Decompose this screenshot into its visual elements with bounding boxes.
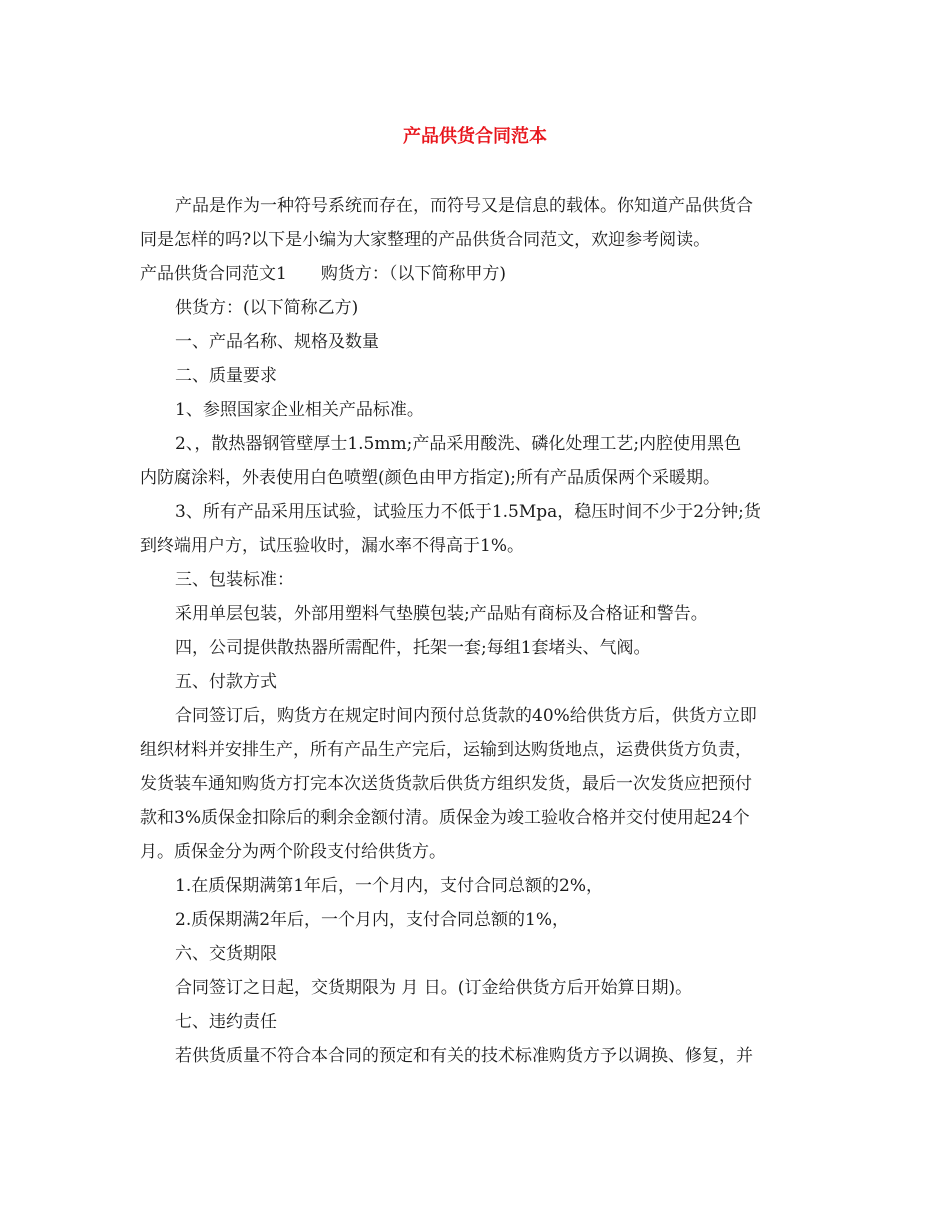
section-heading: 五、付款方式 <box>175 672 277 692</box>
section-heading: 二、质量要求 <box>175 366 277 386</box>
paragraph-line: 发货装车通知购货方打完本次送货货款后供货方组织发货，最后一次发货应把预付 <box>140 774 752 794</box>
paragraph-line: 组织材料并安排生产，所有产品生产完后，运输到达购货地点，运费供货方负责， <box>140 740 752 760</box>
paragraph-line: 2.质保期满2年后，一个月内，支付合同总额的1%， <box>175 910 570 930</box>
paragraph-line: 若供货质量不符合本合同的预定和有关的技术标准购货方予以调换、修复，并 <box>175 1046 753 1066</box>
paragraph-line: 月。质保金分为两个阶段支付给供货方。 <box>140 842 446 862</box>
document-body <box>140 189 820 1073</box>
paragraph-line: 合同签订后，购货方在规定时间内预付总货款的40%给供货方后，供货方立即 <box>175 706 757 726</box>
paragraph-line: 四，公司提供散热器所需配件，托架一套;每组1套堵头、气阀。 <box>175 638 651 658</box>
section-heading: 六、交货期限 <box>175 944 277 964</box>
paragraph-line: 1.在质保期满第1年后，一个月内，支付合同总额的2%， <box>175 876 604 896</box>
section-heading: 一、产品名称、规格及数量 <box>175 332 379 352</box>
paragraph-line: 1、参照国家企业相关产品标准。 <box>175 400 424 420</box>
paragraph-line: 到终端用户方，试压验收时，漏水率不得高于1%。 <box>140 536 524 556</box>
paragraph-line: 产品是作为一种符号系统而存在，而符号又是信息的载体。你知道产品供货合 <box>175 196 753 216</box>
section-heading: 三、包装标准： <box>175 570 294 590</box>
paragraph-line: 同是怎样的吗?以下是小编为大家整理的产品供货合同范文，欢迎参考阅读。 <box>140 230 711 250</box>
paragraph-line: 2、，散热器钢管壁厚士1.5mm;产品采用酸洗、磷化处理工艺;内腔使用黑色 <box>175 434 742 454</box>
paragraph-line: 款和3%质保金扣除后的剩余金额付清。质保金为竣工验收合格并交付使用起24个 <box>140 808 750 828</box>
section-heading: 七、违约责任 <box>175 1012 277 1032</box>
paragraph-line: 采用单层包装，外部用塑料气垫膜包装;产品贴有商标及合格证和警告。 <box>175 604 708 624</box>
page-title: 产品供货合同范本 <box>403 126 547 147</box>
buyer-label: 购货方：（以下简称甲方) <box>320 264 506 284</box>
paragraph-line: 内防腐涂料，外表使用白色喷塑(颜色由甲方指定);所有产品质保两个采暖期。 <box>140 468 720 488</box>
paragraph-line: 供货方：(以下简称乙方) <box>175 298 359 318</box>
paragraph-line: 3、所有产品采用压试验，试验压力不低于1.5Mpa，稳压时间不少于2分钟;货 <box>175 502 761 522</box>
paragraph-line: 合同签订之日起，交货期限为 月 日。(订金给供货方后开始算日期)。 <box>175 978 693 998</box>
paragraph-line <box>140 257 820 291</box>
sample-heading: 产品供货合同范文1 <box>140 264 287 284</box>
